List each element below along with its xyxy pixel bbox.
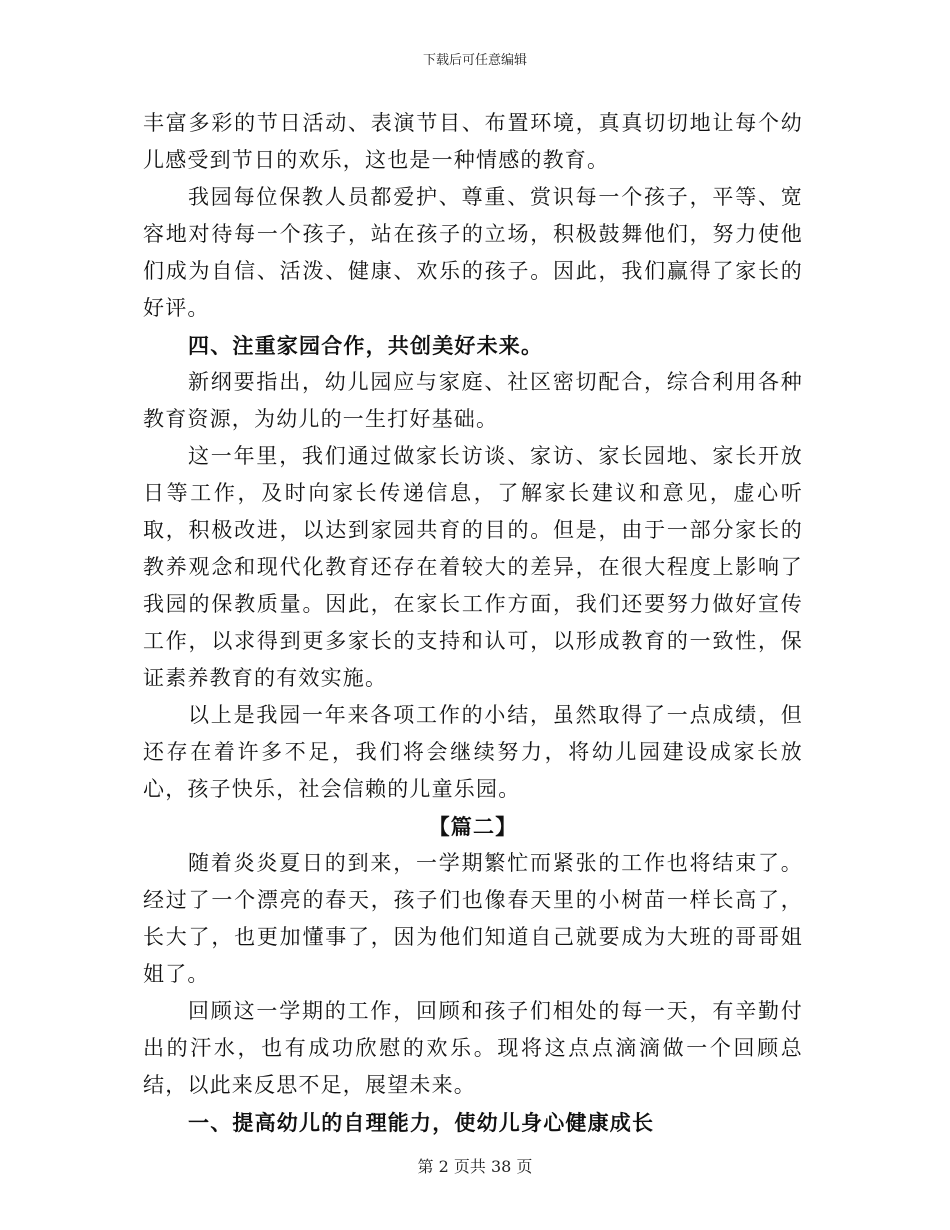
paragraph-continuation: 丰富多彩的节日活动、表演节目、布置环境，真真切切地让每个幼儿感受到节日的欢乐，这也是一种情感的教育。	[143, 111, 803, 172]
paragraph: 随着炎炎夏日的到来，一学期繁忙而紧张的工作也将结束了。经过了一个漂亮的春天，孩子们也像春天里的小树苗一样长高了，长大了，也更加懂事了，因为他们知道自己就要成为大班的哥哥姐姐了。	[143, 851, 803, 986]
paragraph: 回顾这一学期的工作，回顾和孩子们相处的每一天，有辛勤付出的汗水，也有成功欣慰的欢乐。现将这点点滴滴做一个回顾总结，以此来反思不足，展望未来。	[143, 999, 803, 1097]
document-body	[143, 105, 803, 1141]
section-heading: 四、注重家园合作，共创美好未来。	[188, 333, 544, 358]
paragraph: 这一年里，我们通过做家长访谈、家访、家长园地、家长开放日等工作，及时向家长传递信息，了解家长建议和意见，虚心听取，积极改进，以达到家园共育的目的。但是，由于一部分家长的教养观念和现代化教育还存在着较大的差异，在很大程度上影响了我园的保教质量。因此，在家长工作方面，我们还要努力做好宣传工作，以求得到更多家长的支持和认可，以形成教育的一致性，保证素养教育的有效实施。	[143, 444, 803, 690]
paragraph: 新纲要指出，幼儿园应与家庭、社区密切配合，综合利用各种教育资源，为幼儿的一生打好基础。	[143, 370, 803, 431]
paragraph: 以上是我园一年来各项工作的小结，虽然取得了一点成绩，但还存在着许多不足，我们将会继续努力，将幼儿园建设成家长放心，孩子快乐，社会信赖的儿童乐园。	[143, 703, 803, 801]
paragraph: 我园每位保教人员都爱护、尊重、赏识每一个孩子，平等、宽容地对待每一个孩子，站在孩子的立场，积极鼓舞他们，努力使他们成为自信、活泼、健康、欢乐的孩子。因此，我们赢得了家长的好评。	[143, 185, 803, 320]
part-title: 【篇二】	[428, 814, 518, 839]
page-header: 下载后可任意编辑	[422, 53, 527, 68]
page-footer: 第 2 页共 38 页	[417, 1157, 533, 1176]
section-heading: 一、提高幼儿的自理能力，使幼儿身心健康成长	[188, 1110, 655, 1135]
